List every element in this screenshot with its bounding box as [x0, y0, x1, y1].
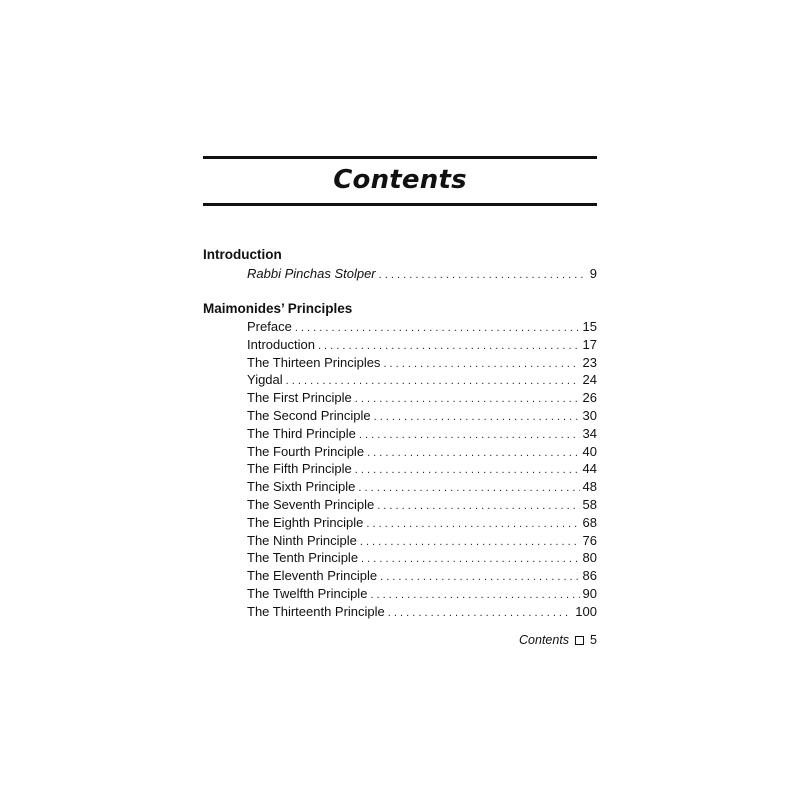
entry-label: The Seventh Principle — [247, 496, 375, 512]
toc-entry[interactable] — [247, 532, 597, 550]
entry-label: The Fifth Principle — [247, 461, 352, 477]
entry-page-number: 90 — [582, 585, 597, 601]
toc-entry[interactable] — [247, 425, 597, 443]
dot-leader — [383, 356, 579, 374]
title-rule-top — [203, 156, 597, 159]
entry-label: The Eleventh Principle — [247, 568, 378, 584]
toc-entry[interactable] — [247, 478, 597, 496]
dot-leader — [355, 391, 580, 409]
entry-label: Preface — [247, 319, 292, 334]
toc-entry[interactable] — [247, 585, 597, 603]
section-entries-introduction — [247, 265, 597, 283]
dot-leader — [355, 462, 580, 480]
entry-label: The Sixth Principle — [247, 479, 356, 495]
dot-leader — [359, 427, 580, 445]
entry-label: The Twelfth Principle — [247, 585, 368, 601]
entry-page-number: 48 — [582, 479, 597, 495]
toc-entry[interactable] — [247, 354, 597, 372]
dot-leader — [380, 569, 579, 587]
entry-page-number: 100 — [575, 603, 597, 619]
entry-label: The Eighth Principle — [247, 514, 364, 530]
entry-page-number: 86 — [582, 568, 597, 584]
entry-label: The Third Principle — [247, 425, 356, 441]
entry-page-number: 76 — [582, 532, 597, 548]
entry-label: The Tenth Principle — [247, 550, 359, 566]
entry-label: The Second Principle — [247, 407, 371, 423]
entry-page-number: 58 — [582, 496, 597, 512]
toc-entry[interactable] — [247, 460, 597, 478]
dot-leader — [379, 267, 587, 285]
toc-entry[interactable] — [247, 443, 597, 461]
page-footer — [519, 631, 597, 649]
running-title: Contents — [519, 633, 570, 647]
section-entries-maimonides-principles — [247, 318, 597, 621]
entry-label: Introduction — [247, 336, 315, 352]
dot-leader — [367, 445, 579, 463]
toc-entry[interactable] — [247, 318, 597, 336]
toc-entry[interactable] — [247, 514, 597, 532]
section-heading-introduction: Introduction — [203, 247, 282, 262]
dot-leader — [360, 534, 580, 552]
entry-label: The First Principle — [247, 390, 352, 406]
entry-page-number: 40 — [582, 443, 597, 459]
dot-leader — [295, 320, 580, 338]
entry-label: The Fourth Principle — [247, 443, 365, 459]
dot-leader — [361, 551, 579, 569]
entry-page-number: 80 — [582, 550, 597, 566]
entry-page-number: 68 — [582, 514, 597, 530]
section-heading-maimonides-principles: Maimonides’ Principles — [203, 301, 353, 316]
toc-entry[interactable] — [247, 603, 597, 621]
entry-label: Yigdal — [247, 372, 283, 388]
entry-label: The Thirteen Principles — [247, 354, 381, 370]
entry-page-number: 15 — [582, 319, 597, 334]
dot-leader — [366, 516, 579, 534]
toc-entry[interactable] — [247, 496, 597, 514]
footer-page-number: 5 — [590, 633, 597, 647]
toc-entry[interactable] — [247, 336, 597, 354]
toc-entry[interactable] — [247, 265, 597, 283]
toc-entry[interactable] — [247, 567, 597, 585]
toc-entry[interactable] — [247, 407, 597, 425]
dot-leader — [388, 605, 573, 623]
entry-page-number: 9 — [589, 266, 597, 281]
dot-leader — [370, 587, 579, 605]
square-box-icon — [575, 636, 584, 645]
entry-page-number: 34 — [582, 425, 597, 441]
toc-entry[interactable] — [247, 389, 597, 407]
entry-label: Rabbi Pinchas Stolper — [247, 266, 376, 281]
entry-page-number: 30 — [582, 407, 597, 423]
page-title: Contents — [333, 165, 467, 195]
entry-page-number: 24 — [582, 372, 597, 388]
dot-leader — [377, 498, 579, 516]
entry-page-number: 44 — [582, 461, 597, 477]
entry-label: The Thirteenth Principle — [247, 603, 385, 619]
title-rule-bottom — [203, 203, 597, 206]
entry-label: The Ninth Principle — [247, 532, 357, 548]
toc-entry[interactable] — [247, 371, 597, 389]
entry-page-number: 23 — [582, 354, 597, 370]
entry-page-number: 26 — [582, 390, 597, 406]
dot-leader — [374, 409, 580, 427]
entry-page-number: 17 — [582, 336, 597, 352]
toc-entry[interactable] — [247, 549, 597, 567]
dot-leader — [358, 480, 579, 498]
